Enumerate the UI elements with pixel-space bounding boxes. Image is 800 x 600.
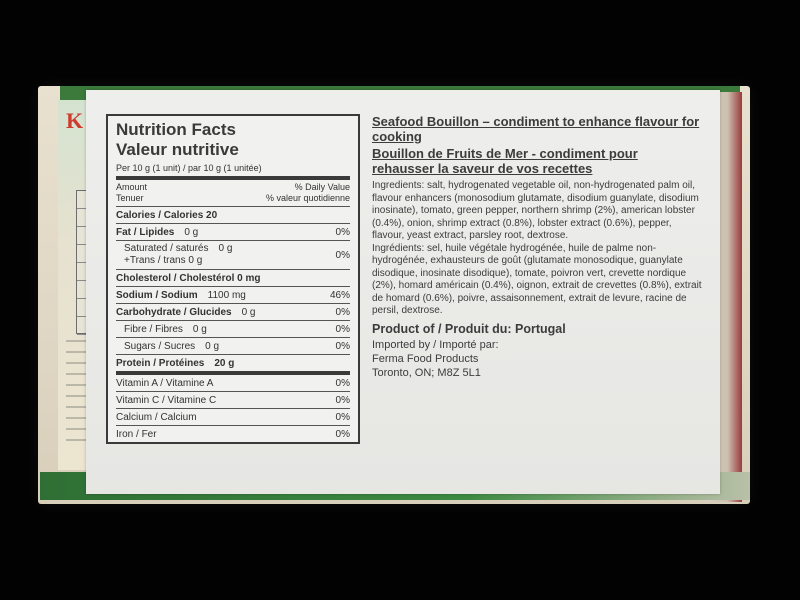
box-logo: K (66, 108, 84, 133)
calcium-label: Calcium / Calcium (116, 411, 197, 423)
carbs-pct: 0% (335, 306, 350, 318)
iron-label: Iron / Fer (116, 428, 157, 440)
nutrition-header (116, 180, 350, 207)
carbs-label: Carbohydrate / Glucides (116, 306, 232, 318)
iron-pct: 0% (335, 428, 350, 440)
fibre-amount: 0 g (192, 323, 207, 335)
row-saturated (116, 241, 350, 270)
sodium-amount: 1100 mg (207, 289, 246, 301)
imported-by: Imported by / Importé par: (372, 338, 499, 351)
row-calories (116, 207, 350, 224)
fibre-label: Fibre / Fibres (124, 323, 183, 335)
daily-value-label-fr: % valeur quotidienne (265, 193, 350, 203)
row-fibre (116, 321, 350, 338)
row-vitamin-c (116, 392, 350, 409)
ingredients-en: Ingredients: salt, hydrogenated vegetable oil, non-hydrogenated palm oil, flavour enhancers (monosodium glutamate, disodium guanylate, disodium inosinate), tomato, green pepper, northern shrimp (2%), american lobster (0.4%), onion, shrimp extract (0.8%), lobster extract (0.6%), pepper, flavour, yeast extract, parsley root, dextrose. (372, 180, 699, 241)
row-calcium (116, 409, 350, 426)
label-text-block (372, 114, 702, 380)
vitamin-c-label: Vitamin C / Vitamine C (116, 394, 217, 406)
fibre-pct: 0% (335, 323, 350, 335)
row-protein (116, 355, 350, 375)
vitamin-c-pct: 0% (335, 394, 350, 406)
cholesterol-label: Cholesterol / Cholestérol 0 mg (116, 272, 261, 284)
nutrition-title-en: Nutrition Facts (116, 120, 236, 139)
daily-value-label: % Daily Value (294, 182, 350, 192)
saturated-pct: 0% (335, 249, 350, 261)
fat-pct: 0% (335, 226, 350, 238)
ingredients-fr: Ingrédients: sel, huile végétale hydrogénée, huile de palme non-hydrogénée, exhausteurs de goût (glutamate monosodique, guanylate disodique, inosinate disodique), tomate, poivron vert, crevette nordique (2%), homard américain (0.4%), oignon, extrait de crevettes (0.8%), extrait de homard (0.6%), poivre, assaisonnement, extrait de levure, racine de persil, dextrose. (372, 242, 702, 316)
trans-label: +Trans / trans 0 g (124, 255, 203, 266)
calcium-pct: 0% (335, 411, 350, 423)
amount-label: Amount (116, 182, 148, 192)
nutrition-facts-table (106, 114, 360, 444)
sugars-amount: 0 g (205, 340, 220, 352)
carbs-amount: 0 g (241, 306, 256, 318)
product-title-en: Seafood Bouillon – condiment to enhance flavour for cooking (372, 114, 700, 144)
saturated-amount: 0 g (218, 243, 233, 254)
fat-label: Fat / Lipides (116, 226, 175, 238)
sodium-pct: 46% (329, 289, 350, 301)
row-iron (116, 426, 350, 442)
sodium-label: Sodium / Sodium (116, 289, 198, 301)
vitamin-a-label: Vitamin A / Vitamine A (116, 377, 214, 389)
importer-company: Ferma Food Products (372, 352, 479, 365)
nutrition-title-fr: Valeur nutritive (116, 140, 239, 159)
saturated-label: Saturated / saturés (124, 243, 209, 254)
product-title-fr: Bouillon de Fruits de Mer - condiment pour rehausser la saveur de vos recettes (372, 146, 638, 176)
row-carbohydrate (116, 304, 350, 321)
serving-size: Per 10 g (1 unit) / par 10 g (1 unitée) (116, 163, 350, 180)
product-of: Product of / Produit du: Portugal (372, 321, 566, 336)
calories-label: Calories / Calories 20 (116, 209, 218, 221)
row-sugars (116, 338, 350, 355)
fat-amount: 0 g (184, 226, 199, 238)
vitamin-a-pct: 0% (335, 377, 350, 389)
sugars-label: Sugars / Sucres (124, 340, 196, 352)
row-sodium (116, 287, 350, 304)
row-cholesterol (116, 270, 350, 287)
row-fat (116, 224, 350, 241)
importer-address: Toronto, ON; M8Z 5L1 (372, 366, 481, 379)
row-vitamin-a (116, 375, 350, 392)
tenuer-label: Tenuer (116, 193, 144, 203)
sugars-pct: 0% (335, 340, 350, 352)
protein-amount: 20 g (214, 357, 235, 369)
protein-label: Protein / Protéines (116, 357, 205, 369)
